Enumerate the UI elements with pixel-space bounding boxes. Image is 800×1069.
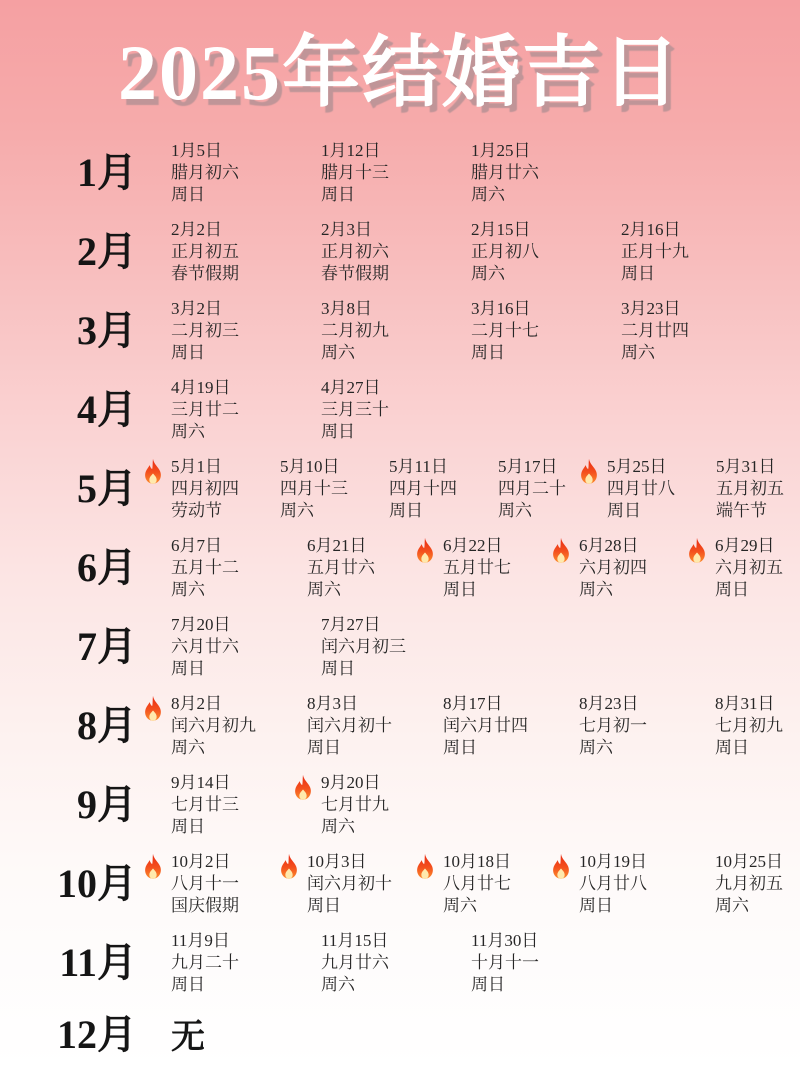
- entry-date: 8月31日: [715, 693, 775, 713]
- month-row-november: [0, 930, 800, 996]
- month-label: 9月: [77, 781, 137, 827]
- entry-note: 劳动节: [171, 500, 222, 520]
- month-entries: [171, 772, 471, 838]
- entry-date: 1月5日: [171, 140, 222, 160]
- entry-lunar: 六月廿六: [171, 636, 239, 656]
- entry-lunar: 七月廿三: [171, 794, 239, 814]
- entry-note: 周日: [171, 184, 205, 204]
- calendar-entry: [621, 219, 771, 285]
- calendar-entry: [579, 693, 715, 759]
- month-row-september: [0, 772, 800, 838]
- entry-note: 周六: [621, 342, 655, 362]
- entry-lunar: 正月初六: [321, 241, 389, 261]
- calendar-entry: [471, 298, 621, 364]
- calendar-entry: [171, 614, 321, 680]
- entry-note: 周六: [321, 816, 355, 836]
- month-label: 2月: [77, 228, 137, 274]
- calendar-entry: [321, 772, 471, 838]
- entry-note: 周日: [715, 737, 749, 757]
- entry-date: 9月14日: [171, 772, 231, 792]
- calendar-entry: [443, 693, 579, 759]
- entry-date: 7月20日: [171, 614, 231, 634]
- entry-date: 2月16日: [621, 219, 681, 239]
- entry-note: 周六: [321, 342, 355, 362]
- entry-date: 3月16日: [471, 298, 531, 318]
- entry-note: 周六: [321, 974, 355, 994]
- entry-lunar: 九月廿六: [321, 952, 389, 972]
- entry-date: 5月17日: [498, 456, 558, 476]
- month-entries: [171, 851, 800, 917]
- entry-note: 周六: [280, 500, 314, 520]
- entry-date: 3月8日: [321, 298, 372, 318]
- calendar-entry: [716, 456, 800, 522]
- entry-note: 周日: [307, 737, 341, 757]
- entry-lunar: 五月廿六: [307, 557, 375, 577]
- calendar-entry: [715, 693, 800, 759]
- month-row-january: [0, 140, 800, 206]
- entry-note: 周六: [307, 579, 341, 599]
- entry-lunar: 二月初三: [171, 320, 239, 340]
- entry-lunar: 九月初五: [715, 873, 783, 893]
- calendar-entry: [389, 456, 498, 522]
- auspicious-dates-calendar: [0, 140, 800, 1058]
- entry-lunar: 七月初一: [579, 715, 647, 735]
- calendar-entry: [715, 535, 800, 601]
- fire-icon: [290, 774, 316, 804]
- calendar-entry: [171, 930, 321, 996]
- entry-date: 10月2日: [171, 851, 231, 871]
- entry-lunar: 四月廿八: [607, 478, 675, 498]
- month-row-february: [0, 219, 800, 285]
- entry-date: 2月3日: [321, 219, 372, 239]
- calendar-entry: [171, 140, 321, 206]
- entry-note: 周日: [579, 895, 613, 915]
- entry-note: 周日: [307, 895, 341, 915]
- entry-date: 4月19日: [171, 377, 231, 397]
- entry-lunar: 正月十九: [621, 241, 689, 261]
- calendar-entry: [171, 693, 307, 759]
- fire-icon: [548, 537, 574, 567]
- entry-note: 周六: [579, 579, 613, 599]
- entry-lunar: 五月初五: [716, 478, 784, 498]
- month-label: 11月: [59, 939, 137, 985]
- entry-lunar: 七月初九: [715, 715, 783, 735]
- entry-date: 8月3日: [307, 693, 358, 713]
- month-label: 10月: [57, 860, 137, 906]
- entry-date: 6月21日: [307, 535, 367, 555]
- month-label: 12月: [57, 1011, 137, 1057]
- entry-date: 10月25日: [715, 851, 783, 871]
- entry-lunar: 十月十一: [471, 952, 539, 972]
- entry-note: 周日: [321, 421, 355, 441]
- entry-lunar: 腊月初六: [171, 162, 239, 182]
- calendar-entry: [607, 456, 716, 522]
- entry-note: 周日: [471, 974, 505, 994]
- entry-note: 周日: [321, 184, 355, 204]
- entry-date: 8月2日: [171, 693, 222, 713]
- entry-date: 8月17日: [443, 693, 503, 713]
- entry-lunar: 四月二十: [498, 478, 566, 498]
- entry-date: 7月27日: [321, 614, 381, 634]
- page-title: 2025年结婚吉日: [117, 29, 682, 116]
- fire-icon: [412, 537, 438, 567]
- entry-lunar: 七月廿九: [321, 794, 389, 814]
- entry-note: 周日: [171, 658, 205, 678]
- entry-date: 9月20日: [321, 772, 381, 792]
- entry-note: 周日: [443, 737, 477, 757]
- entry-lunar: 六月初五: [715, 557, 783, 577]
- entry-note: 周六: [715, 895, 749, 915]
- entry-date: 10月18日: [443, 851, 511, 871]
- entry-lunar: 腊月廿六: [471, 162, 539, 182]
- calendar-entry: [321, 377, 471, 443]
- month-row-march: [0, 298, 800, 364]
- entry-date: 10月3日: [307, 851, 367, 871]
- entry-date: 5月11日: [389, 456, 448, 476]
- entry-note: 周日: [171, 342, 205, 362]
- entry-lunar: 闰六月初三: [321, 636, 406, 656]
- month-label: 3月: [77, 307, 137, 353]
- entry-lunar: 四月初四: [171, 478, 239, 498]
- month-label: 6月: [77, 544, 137, 590]
- calendar-entry: [471, 930, 621, 996]
- entry-lunar: 二月廿四: [621, 320, 689, 340]
- entry-note: 周六: [171, 421, 205, 441]
- entry-note: 周日: [321, 658, 355, 678]
- calendar-entry: [171, 456, 280, 522]
- entry-lunar: 八月廿八: [579, 873, 647, 893]
- entry-lunar: 闰六月廿四: [443, 715, 528, 735]
- entry-date: 3月2日: [171, 298, 222, 318]
- entry-note: 端午节: [716, 500, 767, 520]
- entry-date: 11月9日: [171, 930, 230, 950]
- month-label: 4月: [77, 386, 137, 432]
- calendar-entry: [579, 851, 715, 917]
- entry-note: 周六: [171, 737, 205, 757]
- entry-date: 2月15日: [471, 219, 531, 239]
- calendar-entry: [471, 140, 621, 206]
- entry-note: 周六: [443, 895, 477, 915]
- month-label: 1月: [77, 149, 137, 195]
- month-entries: [171, 930, 621, 996]
- month-entries: [171, 614, 471, 680]
- month-row-july: [0, 614, 800, 680]
- calendar-entry: [321, 298, 471, 364]
- calendar-entry: [621, 298, 771, 364]
- fire-icon: [684, 537, 710, 567]
- fire-icon: [140, 853, 166, 883]
- entry-note: 春节假期: [321, 263, 389, 283]
- entry-note: 周六: [498, 500, 532, 520]
- calendar-entry: [171, 377, 321, 443]
- calendar-entry: [280, 456, 389, 522]
- calendar-entry: [171, 219, 321, 285]
- fire-icon: [140, 458, 166, 488]
- entry-lunar: 二月十七: [471, 320, 539, 340]
- entry-date: 6月7日: [171, 535, 222, 555]
- entry-note: 周日: [621, 263, 655, 283]
- entry-date: 4月27日: [321, 377, 381, 397]
- entry-lunar: 五月廿七: [443, 557, 511, 577]
- month-row-august: [0, 693, 800, 759]
- entry-date: 3月23日: [621, 298, 681, 318]
- month-label: 8月: [77, 702, 137, 748]
- month-row-june: [0, 535, 800, 601]
- month-entries: [171, 693, 800, 759]
- month-entries: [171, 1009, 205, 1058]
- entry-date: 11月30日: [471, 930, 539, 950]
- month-entries: [171, 219, 771, 285]
- entry-date: 5月10日: [280, 456, 340, 476]
- entry-date: 8月23日: [579, 693, 639, 713]
- entry-lunar: 闰六月初十: [307, 873, 392, 893]
- month-entries: [171, 456, 800, 522]
- entry-date: 6月28日: [579, 535, 639, 555]
- month-row-october: [0, 851, 800, 917]
- entry-note: 周日: [715, 579, 749, 599]
- entry-lunar: 八月十一: [171, 873, 239, 893]
- entry-lunar: 正月初五: [171, 241, 239, 261]
- entry-lunar: 正月初八: [471, 241, 539, 261]
- entry-lunar: 闰六月初十: [307, 715, 392, 735]
- entry-lunar: 四月十三: [280, 478, 348, 498]
- entry-lunar: 六月初四: [579, 557, 647, 577]
- calendar-entry: [321, 140, 471, 206]
- month-label: 5月: [77, 465, 137, 511]
- calendar-entry: [307, 693, 443, 759]
- entry-date: 5月25日: [607, 456, 667, 476]
- calendar-entry: [715, 851, 800, 917]
- entry-lunar: 五月十二: [171, 557, 239, 577]
- month-row-may: [0, 456, 800, 522]
- fire-icon: [412, 853, 438, 883]
- entry-date: 6月22日: [443, 535, 503, 555]
- entry-lunar: 四月十四: [389, 478, 457, 498]
- entry-date: 5月31日: [716, 456, 776, 476]
- month-entries: [171, 140, 621, 206]
- entry-lunar: 三月廿二: [171, 399, 239, 419]
- calendar-entry: [171, 535, 307, 601]
- calendar-entry: [321, 614, 471, 680]
- entry-note: 周六: [471, 184, 505, 204]
- entry-note: 周六: [171, 579, 205, 599]
- entry-note: 周日: [607, 500, 641, 520]
- month-label: 7月: [77, 623, 137, 669]
- entry-date: 10月19日: [579, 851, 647, 871]
- entry-note: 周六: [471, 263, 505, 283]
- entry-note: 周日: [171, 816, 205, 836]
- entry-note: 周日: [171, 974, 205, 994]
- entry-date: 5月1日: [171, 456, 222, 476]
- calendar-entry: [321, 219, 471, 285]
- month-entries: [171, 377, 471, 443]
- entry-date: 11月15日: [321, 930, 389, 950]
- calendar-entry: [321, 930, 471, 996]
- calendar-entry: [471, 219, 621, 285]
- entry-note: 周日: [389, 500, 423, 520]
- fire-icon: [576, 458, 602, 488]
- fire-icon: [548, 853, 574, 883]
- entry-note: 国庆假期: [171, 895, 239, 915]
- entry-note: 周日: [471, 342, 505, 362]
- entry-lunar: 二月初九: [321, 320, 389, 340]
- entry-note: 周六: [579, 737, 613, 757]
- month-row-december: [0, 1009, 800, 1058]
- month-entries: [171, 535, 800, 601]
- entry-lunar: 腊月十三: [321, 162, 389, 182]
- no-dates-label: 无: [171, 1018, 205, 1056]
- month-row-april: [0, 377, 800, 443]
- entry-date: 2月2日: [171, 219, 222, 239]
- entry-lunar: 三月三十: [321, 399, 389, 419]
- entry-date: 1月25日: [471, 140, 531, 160]
- entry-date: 1月12日: [321, 140, 381, 160]
- entry-note: 春节假期: [171, 263, 239, 283]
- entry-lunar: 闰六月初九: [171, 715, 256, 735]
- entry-lunar: 八月廿七: [443, 873, 511, 893]
- fire-icon: [276, 853, 302, 883]
- entry-note: 周日: [443, 579, 477, 599]
- fire-icon: [140, 695, 166, 725]
- calendar-entry: [171, 298, 321, 364]
- month-entries: [171, 298, 771, 364]
- entry-lunar: 九月二十: [171, 952, 239, 972]
- entry-date: 6月29日: [715, 535, 775, 555]
